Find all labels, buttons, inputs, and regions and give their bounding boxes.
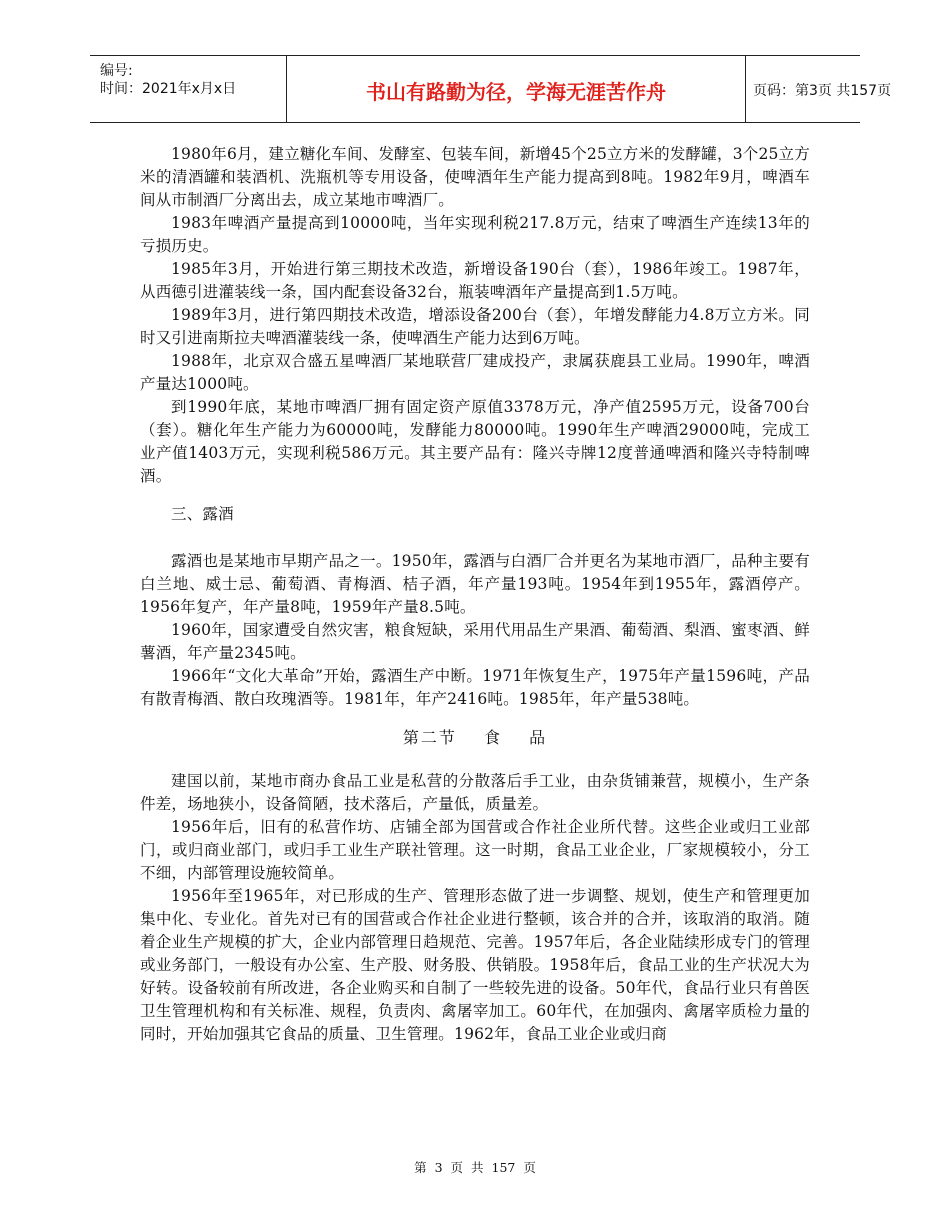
section-title: 第二节 食 品 [402,728,548,747]
paragraph: 1960年，国家遭受自然灾害，粮食短缺，采用代用品生产果酒、葡萄酒、梨酒、蜜枣酒、鲜薯酒，年产量2345吨。 [140,621,810,662]
paragraph: 1985年3月，开始进行第三期技术改造，新增设备190台（套），1986年竣工。1987年，从西德引进灌装线一条，国内配套设备32台，瓶装啤酒年产量提高到1.5万吨。 [140,260,810,301]
paragraph: 1983年啤酒产量提高到10000吨，当年实现利税217.8万元，结束了啤酒生产连续13年的亏损历史。 [140,214,810,255]
page-header [90,55,892,123]
header-meta-cell [90,56,286,122]
header-motto-cell [286,56,746,122]
header-motto: 书山有路勤为径，学海无涯苦作舟 [366,80,666,104]
paragraph: 1989年3月，进行第四期技术改造，增添设备200台（套），年增发酵能力4.8万立方米。同时又引进南斯拉夫啤酒灌装线一条，使啤酒生产能力达到6万吨。 [140,306,810,347]
paragraph: 露酒也是某地市早期产品之一。1950年，露酒与白酒厂合并更名为某地市酒厂，品种主要有白兰地、威士忌、葡萄酒、青梅酒、桔子酒，年产量193吨。1954年到1955年，露酒停产。1956年复产，年产量8吨，1959年产量8.5吨。 [140,552,810,616]
document-time-label: 时间：2021年x月x日 [100,81,237,97]
section-heading-3: 三、露酒 [171,505,234,523]
paragraph: 1988年，北京双合盛五星啤酒厂某地联营厂建成投产，隶属获鹿县工业局。1990年，啤酒产量达1000吨。 [140,352,810,393]
document-number-label: 编号: [100,63,133,79]
document-body [140,143,810,1046]
paragraph: 1966年“文化大革命”开始，露酒生产中断。1971年恢复生产，1975年产量1596吨，产品有散青梅酒、散白玫瑰酒等。1981年，年产2416吨。1985年，年产量538吨。 [140,667,810,708]
paragraph: 1980年6月，建立糖化车间、发酵室、包装车间，新增45个25立方米的发酵罐，3个25立方米的清酒罐和装酒机、洗瓶机等专用设备，使啤酒年生产能力提高到8吨。1982年9月，啤酒车间从市制酒厂分离出去，成立某地市啤酒厂。 [140,145,810,209]
paragraph: 到1990年底，某地市啤酒厂拥有固定资产原值3378万元，净产值2595万元，设备700台（套）。糖化年生产能力为60000吨，发酵能力80000吨。1990年生产啤酒29000吨，完成工业产值1403万元，实现利税586万元。其主要产品有：隆兴寺牌12度普通啤酒和隆兴寺特制啤酒。 [140,398,810,485]
paragraph: 建国以前，某地市商办食品工业是私营的分散落后手工业，由杂货铺兼营，规模小，生产条件差，场地狭小，设备简陋，技术落后，产量低，质量差。 [140,772,810,813]
page-footer: 第 3 页 共 157 页 [414,1160,536,1175]
header-page-cell [745,56,892,122]
paragraph: 1956年至1965年，对已形成的生产、管理形态做了进一步调整、规划，使生产和管理更加集中化、专业化。首先对已有的国营或合作社企业进行整顿，该合并的合并，该取消的取消。随着企业生产规模的扩大，企业内部管理日趋规范、完善。1957年后，各企业陆续形成专门的管理或业务部门，一般设有办公室、生产股、财务股、供销股。1958年后，食品工业的生产状况大为好转。设备较前有所改进，各企业购买和自制了一些较先进的设备。50年代，食品行业只有兽医卫生管理机构和有关标准、规程，负责肉、禽屠宰加工。60年代，在加强肉、禽屠宰质检力量的同时，开始加强其它食品的质量、卫生管理。1962年，食品工业企业或归商 [140,887,810,1043]
header-page-info: 页码：第3页 共157页 [753,83,892,99]
paragraph: 1956年后，旧有的私营作坊、店铺全部为国营或合作社企业所代替。这些企业或归工业部门，或归商业部门，或归手工业生产联社管理。这一时期，食品工业企业，厂家规模较小，分工不细，内部管理设施较简单。 [140,818,810,882]
